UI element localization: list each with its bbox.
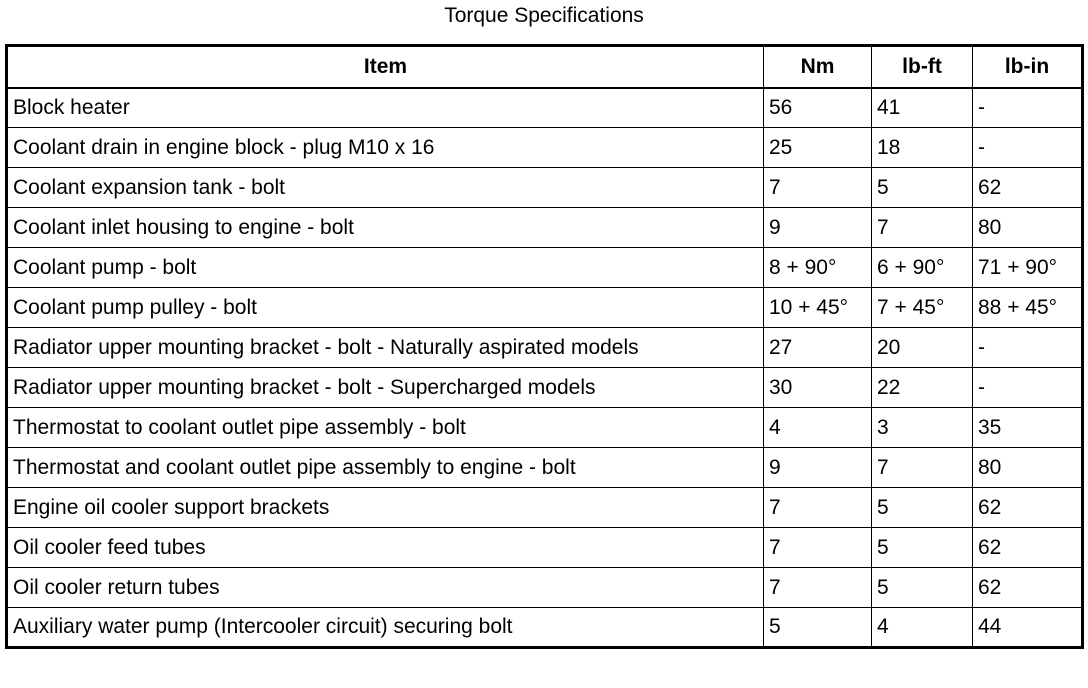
cell-lbin: 62 — [973, 488, 1083, 528]
cell-lbft: 5 — [872, 168, 973, 208]
cell-nm: 9 — [764, 448, 872, 488]
table-row — [7, 128, 1083, 168]
torque-spec-table — [5, 44, 1084, 649]
cell-nm: 30 — [764, 368, 872, 408]
table-row — [7, 168, 1083, 208]
cell-lbin: 71 + 90° — [973, 248, 1083, 288]
cell-nm: 4 — [764, 408, 872, 448]
cell-lbft: 6 + 90° — [872, 248, 973, 288]
table-row — [7, 208, 1083, 248]
cell-lbft: 5 — [872, 488, 973, 528]
cell-nm: 7 — [764, 568, 872, 608]
cell-lbft: 41 — [872, 88, 973, 128]
table-row — [7, 368, 1083, 408]
cell-lbft: 5 — [872, 528, 973, 568]
header-nm: Nm — [764, 46, 872, 88]
table-row — [7, 248, 1083, 288]
cell-item: Radiator upper mounting bracket - bolt - Supercharged models — [7, 368, 764, 408]
table-body — [7, 88, 1083, 648]
cell-lbin: - — [973, 88, 1083, 128]
cell-lbin: 88 + 45° — [973, 288, 1083, 328]
cell-lbft: 18 — [872, 128, 973, 168]
cell-item: Oil cooler feed tubes — [7, 528, 764, 568]
cell-item: Thermostat and coolant outlet pipe assembly to engine - bolt — [7, 448, 764, 488]
cell-item: Coolant drain in engine block - plug M10 x 16 — [7, 128, 764, 168]
cell-lbin: 62 — [973, 568, 1083, 608]
cell-nm: 7 — [764, 488, 872, 528]
cell-lbft: 22 — [872, 368, 973, 408]
cell-lbft: 4 — [872, 608, 973, 648]
cell-nm: 56 — [764, 88, 872, 128]
table-row — [7, 488, 1083, 528]
table-row — [7, 608, 1083, 648]
cell-nm: 8 + 90° — [764, 248, 872, 288]
cell-item: Block heater — [7, 88, 764, 128]
cell-nm: 27 — [764, 328, 872, 368]
cell-lbft: 7 — [872, 448, 973, 488]
cell-lbin: - — [973, 368, 1083, 408]
cell-lbin: 80 — [973, 208, 1083, 248]
cell-lbin: 80 — [973, 448, 1083, 488]
table-caption: Torque Specifications — [444, 4, 644, 27]
cell-item: Radiator upper mounting bracket - bolt - Naturally aspirated models — [7, 328, 764, 368]
cell-nm: 10 + 45° — [764, 288, 872, 328]
header-lbin: lb-in — [973, 46, 1083, 88]
cell-lbft: 5 — [872, 568, 973, 608]
header-item: Item — [7, 46, 764, 88]
cell-lbin: 62 — [973, 168, 1083, 208]
table-row — [7, 288, 1083, 328]
table-row — [7, 528, 1083, 568]
cell-item: Coolant pump - bolt — [7, 248, 764, 288]
cell-lbin: 62 — [973, 528, 1083, 568]
cell-nm: 25 — [764, 128, 872, 168]
cell-item: Coolant expansion tank - bolt — [7, 168, 764, 208]
cell-nm: 9 — [764, 208, 872, 248]
table-row — [7, 408, 1083, 448]
cell-nm: 7 — [764, 528, 872, 568]
cell-nm: 5 — [764, 608, 872, 648]
header-lbft: lb-ft — [872, 46, 973, 88]
cell-item: Coolant pump pulley - bolt — [7, 288, 764, 328]
cell-lbft: 7 + 45° — [872, 288, 973, 328]
cell-lbin: 35 — [973, 408, 1083, 448]
cell-lbft: 3 — [872, 408, 973, 448]
cell-item: Thermostat to coolant outlet pipe assembly - bolt — [7, 408, 764, 448]
cell-item: Engine oil cooler support brackets — [7, 488, 764, 528]
table-row — [7, 448, 1083, 488]
cell-lbin: - — [973, 128, 1083, 168]
table-row — [7, 328, 1083, 368]
cell-lbft: 7 — [872, 208, 973, 248]
cell-item: Coolant inlet housing to engine - bolt — [7, 208, 764, 248]
table-row — [7, 568, 1083, 608]
cell-nm: 7 — [764, 168, 872, 208]
cell-item: Auxiliary water pump (Intercooler circuit) securing bolt — [7, 608, 764, 648]
cell-lbin: - — [973, 328, 1083, 368]
header-row — [7, 46, 1083, 88]
cell-lbin: 44 — [973, 608, 1083, 648]
cell-item: Oil cooler return tubes — [7, 568, 764, 608]
table-row — [7, 88, 1083, 128]
cell-lbft: 20 — [872, 328, 973, 368]
